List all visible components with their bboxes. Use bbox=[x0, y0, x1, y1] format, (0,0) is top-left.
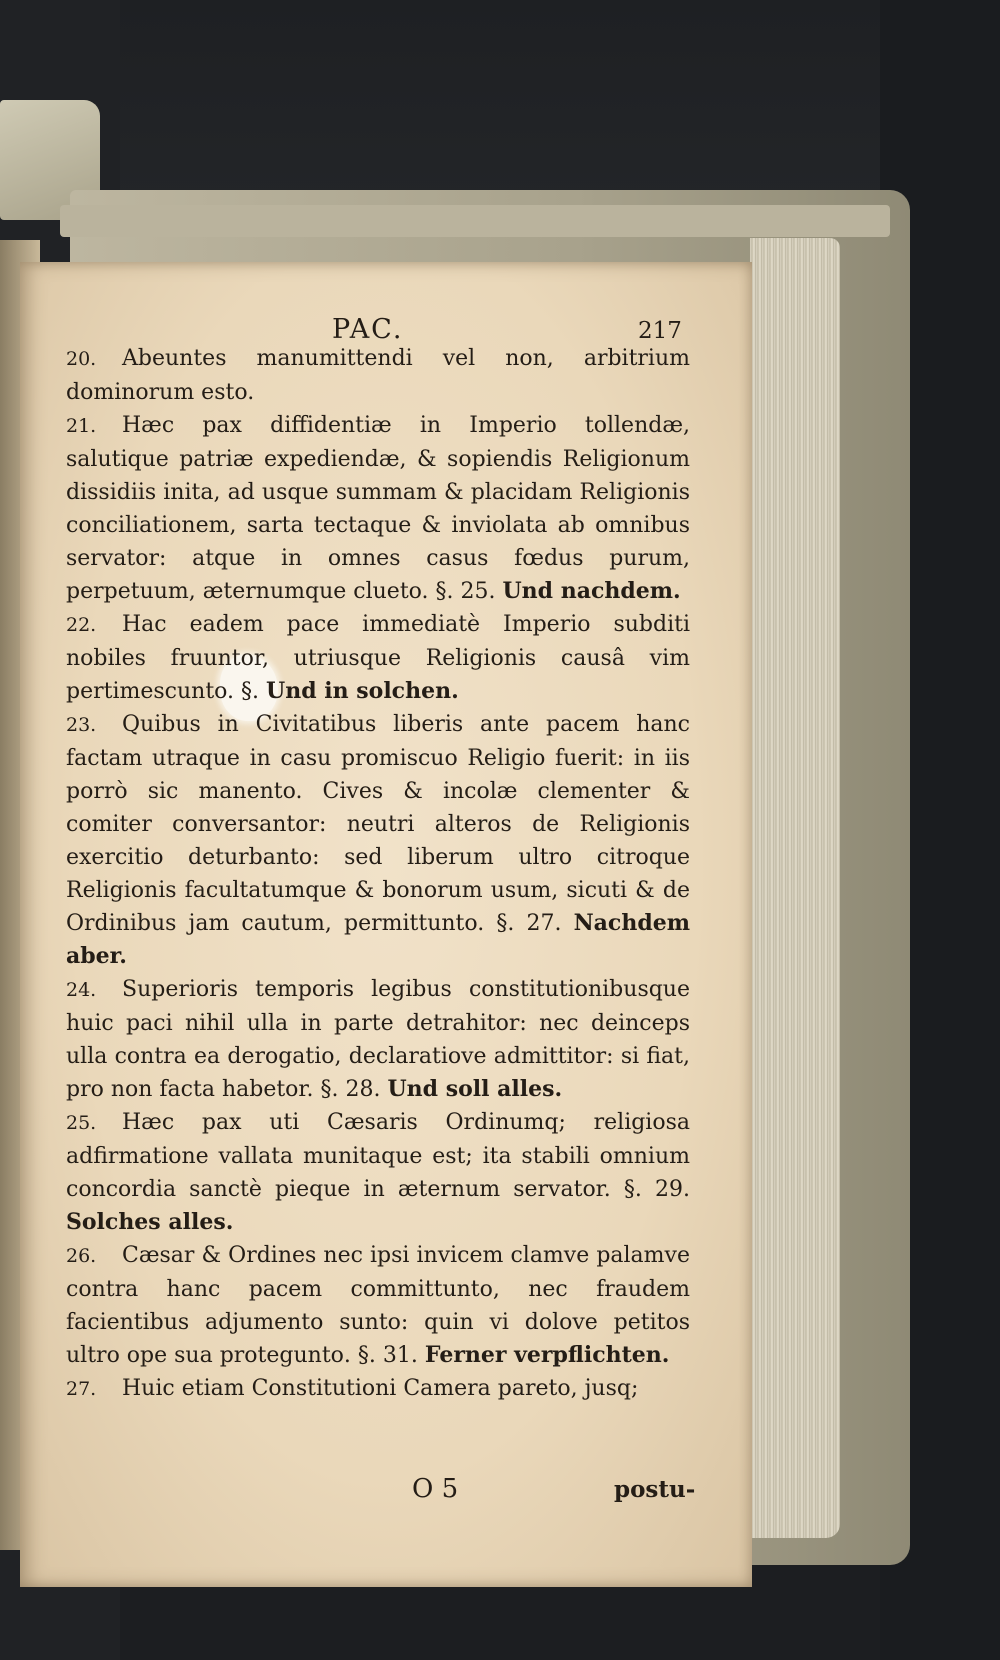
german-catchphrase: Und in solchen. bbox=[266, 678, 459, 704]
paragraph-number: 22. bbox=[66, 614, 97, 636]
german-catchphrase: Solches alles. bbox=[66, 1209, 234, 1235]
section-reference: §. 25. bbox=[435, 579, 496, 604]
paragraph-number: 25. bbox=[66, 1112, 97, 1134]
paragraph-text: Hac eadem pace immediatè Imperio subditi nobiles fruuntor, utriusque Religionis causâ vim pertimescunto. bbox=[66, 612, 690, 704]
section-reference: §. 29. bbox=[623, 1177, 690, 1202]
paragraph-number: 26. bbox=[66, 1245, 97, 1267]
paragraph-text: Huic etiam Constitutioni Camera pareto, jusq; bbox=[122, 1376, 639, 1401]
paragraph-number: 24. bbox=[66, 979, 97, 1001]
signature-mark: O 5 bbox=[412, 1474, 459, 1504]
paragraph bbox=[66, 1106, 690, 1239]
german-catchphrase: Und nachdem. bbox=[502, 578, 681, 604]
paragraph bbox=[66, 409, 690, 608]
paragraph bbox=[66, 708, 690, 973]
book-cover-top-edge bbox=[60, 205, 890, 237]
paragraph-number: 23. bbox=[66, 714, 97, 736]
background-top bbox=[0, 0, 1000, 200]
book-page bbox=[20, 262, 752, 1587]
paragraph bbox=[66, 973, 690, 1106]
paragraph-text: Abeuntes manumittendi vel non, arbitrium dominorum esto. bbox=[66, 346, 690, 405]
page-edges bbox=[750, 238, 840, 1538]
catchword: postu- bbox=[614, 1476, 696, 1503]
paragraph-text: Quibus in Civitatibus liberis ante pacem hanc factam utraque in casu promiscuo Religio fuerit: in iis porrò sic manento. Cives & incolæ clementer & comiter conversantor: neutri alteros de Religionis exercitio deturbanto: sed liberum ultro citroque Religionis facultatumque & bonorum usum, sicuti & de Ordinibus jam cautum, permittunto. bbox=[66, 712, 690, 936]
paragraph bbox=[66, 342, 690, 409]
paragraph-number: 27. bbox=[66, 1378, 97, 1400]
section-reference: §. bbox=[241, 679, 260, 704]
german-catchphrase: Ferner verpflichten. bbox=[424, 1342, 670, 1368]
paragraph bbox=[66, 1239, 690, 1372]
paragraph-number: 21. bbox=[66, 415, 97, 437]
page-body bbox=[66, 342, 690, 1406]
paragraph-number: 20. bbox=[66, 348, 97, 370]
paragraph-text: Hæc pax diffidentiæ in Imperio tollendæ, salutique patriæ expediendæ, & sopiendis Religionum dissidiis inita, ad usque summam & placidam Religionis conciliationem, sarta tectaque & inviolata ab omnibus servator: atque in omnes casus fœdus purum, perpetuum, æternumque clueto. bbox=[66, 413, 690, 604]
german-catchphrase: Nachdem aber. bbox=[66, 910, 690, 969]
paragraph-text: Cæsar & Ordines nec ipsi invicem clamve palamve contra hanc pacem committunto, nec fraudem facientibus adjumento sunto: quin vi dolove petitos ultro ope sua proteguntο. bbox=[66, 1243, 690, 1368]
paragraph-text: Hæc pax uti Cæsaris Ordinumq; religiosa adfirmatione vallata munitaque est; ita stabili omnium concordia sanctè pieque in æternum servator. bbox=[66, 1110, 690, 1202]
page-number: 217 bbox=[638, 318, 682, 344]
page-footer bbox=[20, 1474, 752, 1514]
german-catchphrase: Und soll alles. bbox=[387, 1076, 563, 1102]
header-title: PAC. bbox=[332, 314, 404, 345]
paragraph-text: Superioris temporis legibus constitutionibusque huic paci nihil ulla in parte detrahitor: nec deinceps ulla contra ea derogatio, declaratiove admittitor: si fiat, pro non facta habetor. bbox=[66, 977, 690, 1102]
section-reference: §. 27. bbox=[496, 911, 562, 936]
section-reference: §. 31. bbox=[357, 1343, 418, 1368]
paragraph bbox=[66, 608, 690, 708]
section-reference: §. 28. bbox=[320, 1077, 381, 1102]
paragraph bbox=[66, 1372, 690, 1406]
